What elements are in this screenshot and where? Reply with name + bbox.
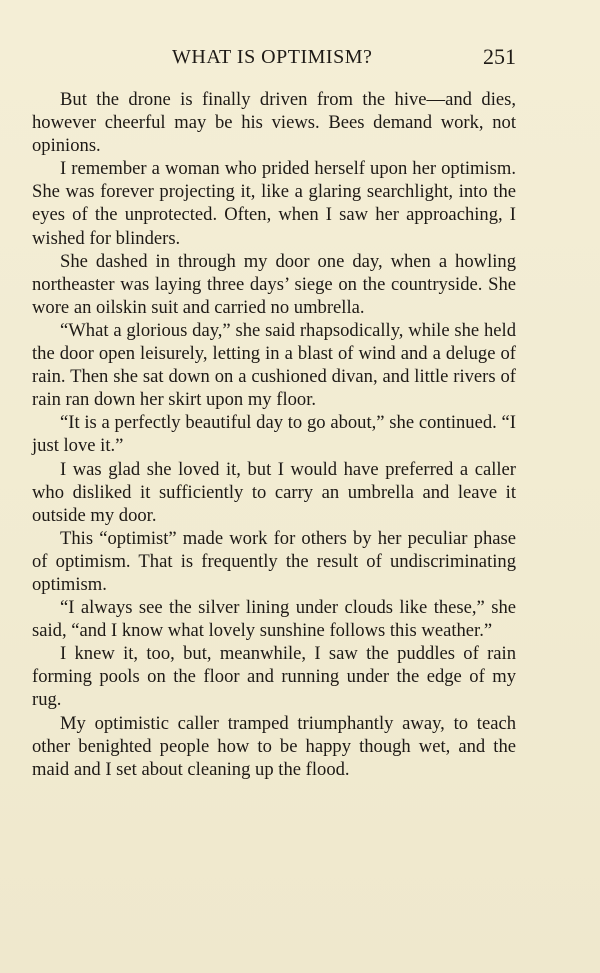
- body-text: [32, 88, 516, 781]
- paragraph-4: “What a glorious day,” she said rhapsodically, while she held the door open leisurely, letting in a blast of wind and a deluge of rain. Then she sat down on a cushioned divan, and little rivers of rain ran down her skirt upon my floor.: [32, 319, 516, 411]
- running-head: WHAT IS OPTIMISM?: [172, 46, 373, 68]
- paragraph-8: “I always see the silver lining under clouds like these,” she said, “and I know what lovely sunshine follows this weather.”: [32, 597, 516, 642]
- paragraph-2: I remember a woman who prided herself upon her optimism. She was forever projecting it, like a glaring searchlight, into the eyes of the unprotected. Often, when I saw her approaching, I wished for blinders.: [32, 158, 516, 249]
- paragraph-7: This “optimist” made work for others by her peculiar phase of optimism. That is frequently the result of undiscriminating optimism.: [32, 527, 516, 595]
- paragraph-6: I was glad she loved it, but I would have preferred a caller who disliked it sufficiently to carry an umbrella and leave it outside my door.: [32, 458, 516, 526]
- page-header: [32, 40, 516, 74]
- page-number: 251: [483, 44, 516, 69]
- paragraph-1: But the drone is finally driven from the hive—and dies, however cheerful may be his views. Bees demand work, not opinions.: [32, 89, 516, 157]
- paragraph-10: My optimistic caller tramped triumphantly away, to teach other benighted people how to be happy though wet, and the maid and I set about cleaning up the flood.: [32, 712, 516, 780]
- paragraph-9: I knew it, too, but, meanwhile, I saw the puddles of rain forming pools on the floor and running under the edge of my rug.: [32, 643, 516, 711]
- paragraph-5: “It is a perfectly beautiful day to go about,” she continued. “I just love it.”: [32, 412, 516, 457]
- paragraph-3: She dashed in through my door one day, when a howling northeaster was laying three days’ siege on the countryside. She wore an oilskin suit and carried no umbrella.: [32, 250, 516, 318]
